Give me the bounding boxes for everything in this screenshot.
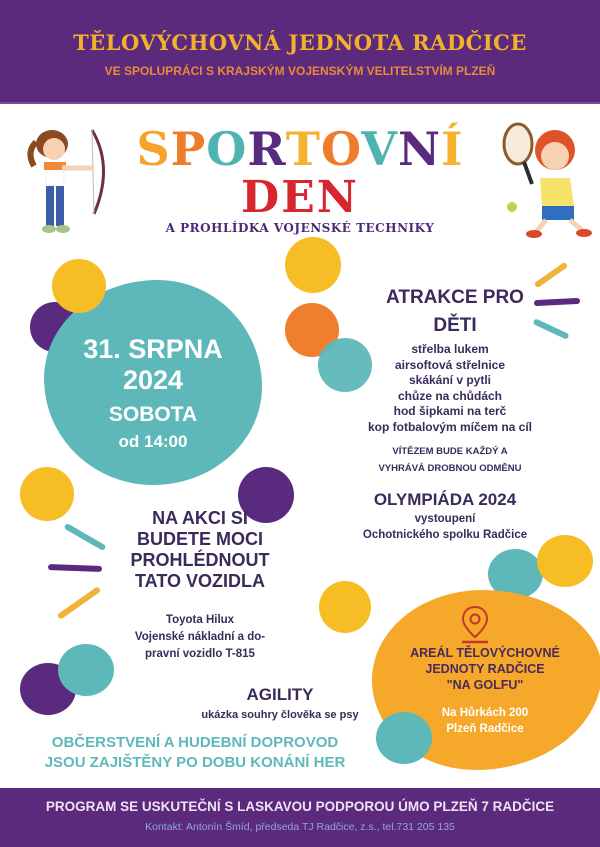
attractions-heading-line1: ATRAKCE PRO (386, 287, 524, 308)
vehicle-item: pravní vozidlo T-815 (145, 648, 255, 660)
event-title (0, 122, 600, 176)
vehicles-heading (100, 508, 300, 592)
title-letter: O (321, 122, 362, 176)
agility-heading: AGILITY (246, 685, 314, 704)
vehicles-list (100, 612, 300, 663)
title-letter: N (397, 122, 442, 176)
decor-circle-yellow (319, 581, 371, 633)
venue-address-line: Plzeň Radčice (446, 723, 524, 735)
date-weekday: SOBOTA (108, 403, 198, 426)
date-time: od 14:00 (118, 432, 188, 451)
attraction-item: chůze na chůdách (397, 388, 503, 403)
venue-name-line: AREÁL TĚLOVÝCHOVNÉ (410, 646, 560, 660)
attraction-item: střelba lukem (411, 342, 489, 356)
olympiad-line2: Ochotnického spolku Radčice (362, 529, 528, 541)
title-letter: P (170, 122, 207, 176)
title-letter: O (206, 122, 248, 176)
attraction-item: hod šipkami na terč (393, 404, 507, 419)
event-tagline: A PROHLÍDKA VOJENSKÉ TECHNIKY (165, 221, 435, 235)
agility-description: ukázka souhry člověka se psy (201, 709, 359, 721)
date-day-month: 31. SRPNA (83, 334, 223, 364)
decor-circle-yellow (52, 259, 106, 313)
vehicles-heading-line: PROHLÉDNOUT (130, 550, 270, 570)
vehicle-item: Toyota Hilux (165, 614, 235, 626)
decor-circle-yellow (20, 467, 74, 521)
attraction-item: airsoftová střelnice (394, 357, 506, 372)
support-text: PROGRAM SE USKUTEČNÍ S LASKAVOU PODPOROU ÚMO PLZEŇ 7 RADČICE (45, 799, 555, 814)
attraction-item: skákání v pytli (408, 373, 492, 388)
title-letter: T (285, 122, 321, 176)
vehicles-heading-line: TATO VOZIDLA (135, 571, 265, 591)
vehicles-heading-line: NA AKCI SI (152, 508, 248, 528)
date-year: 2024 (122, 365, 184, 395)
venue-address-line: Na Hůrkách 200 (441, 707, 529, 719)
olympiad-heading: OLYMPIÁDA 2024 (373, 490, 517, 509)
venue-name (385, 645, 585, 693)
winner-line2: VYHRÁVÁ DROBNOU ODMĚNU (378, 463, 522, 474)
contact-text: Kontakt: Antonín Šmíd, předseda TJ Radčice, z.s., tel.731 205 135 (145, 821, 455, 833)
title-letter: Í (441, 122, 464, 176)
attraction-item: kop fotbalovým míčem na cíl (367, 419, 533, 434)
location-pin-icon (460, 605, 490, 645)
cooperation-subtitle: VE SPOLUPRÁCI S KRAJSKÝM VOJENSKÝM VELITELSTVÍM PLZEŇ (104, 64, 496, 78)
footer-banner (0, 788, 600, 847)
venue-address (385, 705, 585, 737)
attractions-list (330, 342, 570, 436)
olympiad-line1: vystoupení (414, 513, 476, 525)
organizer-title: TĚLOVÝCHOVNÁ JEDNOTA RADČICE (73, 30, 527, 55)
decor-circle-yellow (537, 535, 593, 587)
title-letter: S (136, 122, 171, 176)
winner-line1: VÍTĚZEM BUDE KAŽDÝ A (392, 446, 508, 457)
title-letter: R (247, 122, 286, 176)
event-subtitle: DEN (241, 172, 359, 223)
vehicle-item: Vojenské nákladní a do- (134, 631, 266, 643)
refreshments-line2: JSOU ZAJIŠTĚNY PO DOBU KONÁNÍ HER (44, 754, 346, 771)
title-letter: V (361, 122, 398, 176)
attractions-heading-line2: DĚTI (433, 315, 477, 336)
venue-name-line: "NA GOLFU" (446, 678, 524, 692)
decor-stroke-purple (48, 564, 102, 572)
header-banner (0, 0, 600, 104)
vehicles-heading-line: BUDETE MOCI (137, 529, 263, 549)
decor-stroke-yellow (57, 586, 101, 620)
decor-circle-yellow (285, 237, 341, 293)
refreshments-line1: OBČERSTVENÍ A HUDEBNÍ DOPROVOD (51, 734, 339, 751)
venue-name-line: JEDNOTY RADČICE (425, 662, 545, 676)
decor-stroke-yellow (534, 262, 569, 289)
